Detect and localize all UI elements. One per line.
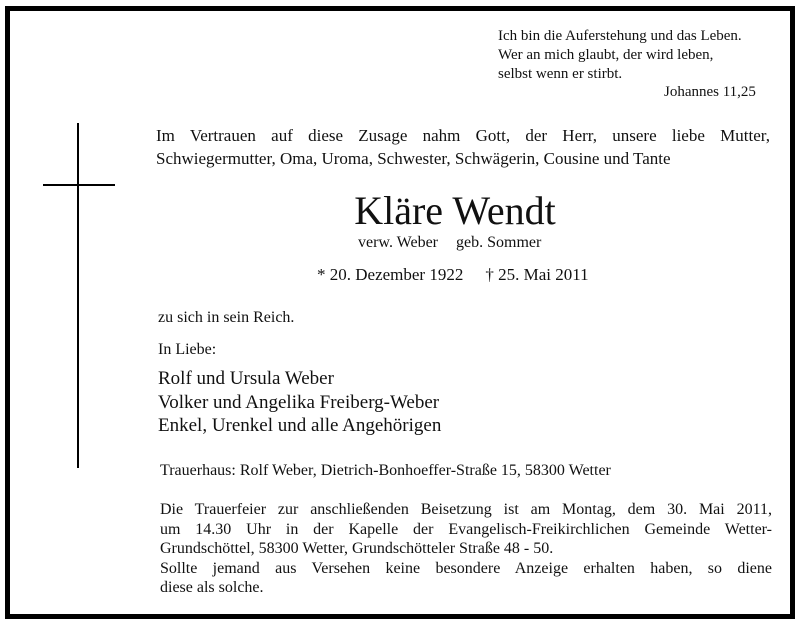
verse-line: Ich bin die Auferstehung und das Leben. xyxy=(498,28,742,44)
birth-date: * 20. Dezember 1922 xyxy=(317,265,464,284)
deceased-name: Kläre Wendt xyxy=(354,188,556,233)
widowed-name: verw. Weber xyxy=(358,234,439,251)
intro-text xyxy=(156,124,770,170)
cross-icon-vertical-bar xyxy=(77,123,79,468)
ceremony-info xyxy=(160,500,772,598)
ceremony-line: um 14.30 Uhr in der Kapelle der Evangelisch-Freikirchlichen Gemeinde Wetter- xyxy=(160,520,772,538)
family-member: Volker und Angelika Freiberg-Weber xyxy=(158,391,440,413)
ceremony-line: Die Trauerfeier zur anschließenden Beisetzung ist am Montag, dem 30. Mai 2011, xyxy=(160,501,772,518)
verse-line: Wer an mich glaubt, der wird leben, xyxy=(498,47,714,63)
family-member: Rolf und Ursula Weber xyxy=(158,368,334,389)
ceremony-line: Grundschöttel, 58300 Wetter, Grundschötteler Straße 48 - 50. xyxy=(160,540,554,557)
death-date: † 25. Mai 2011 xyxy=(485,265,589,284)
family-list xyxy=(158,367,441,438)
ceremony-line: Sollte jemand aus Versehen keine besondere Anzeige erhalten haben, so diene xyxy=(160,559,772,577)
intro-line: Im Vertrauen auf diese Zusage nahm Gott, der Herr, unsere liebe Mutter, xyxy=(156,126,770,145)
reich-line: zu sich in sein Reich. xyxy=(158,309,295,326)
trauerhaus-address: Trauerhaus: Rolf Weber, Dietrich-Bonhoeffer-Straße 15, 58300 Wetter xyxy=(160,462,611,479)
intro-line: Schwiegermutter, Oma, Uroma, Schwester, Schwägerin, Cousine und Tante xyxy=(156,149,671,168)
in-liebe-label: In Liebe: xyxy=(158,341,217,358)
family-member: Enkel, Urenkel und alle Angehörigen xyxy=(158,415,442,436)
verse-reference: Johannes 11,25 xyxy=(664,84,756,100)
life-dates xyxy=(317,265,589,285)
birth-name: geb. Sommer xyxy=(456,234,542,251)
ceremony-line: diese als solche. xyxy=(160,579,264,596)
obituary-card xyxy=(5,6,795,619)
verse-line: selbst wenn er stirbt. xyxy=(498,66,623,82)
bible-verse xyxy=(498,27,742,84)
cross-icon-horizontal-bar xyxy=(43,184,115,186)
name-details xyxy=(358,234,541,252)
